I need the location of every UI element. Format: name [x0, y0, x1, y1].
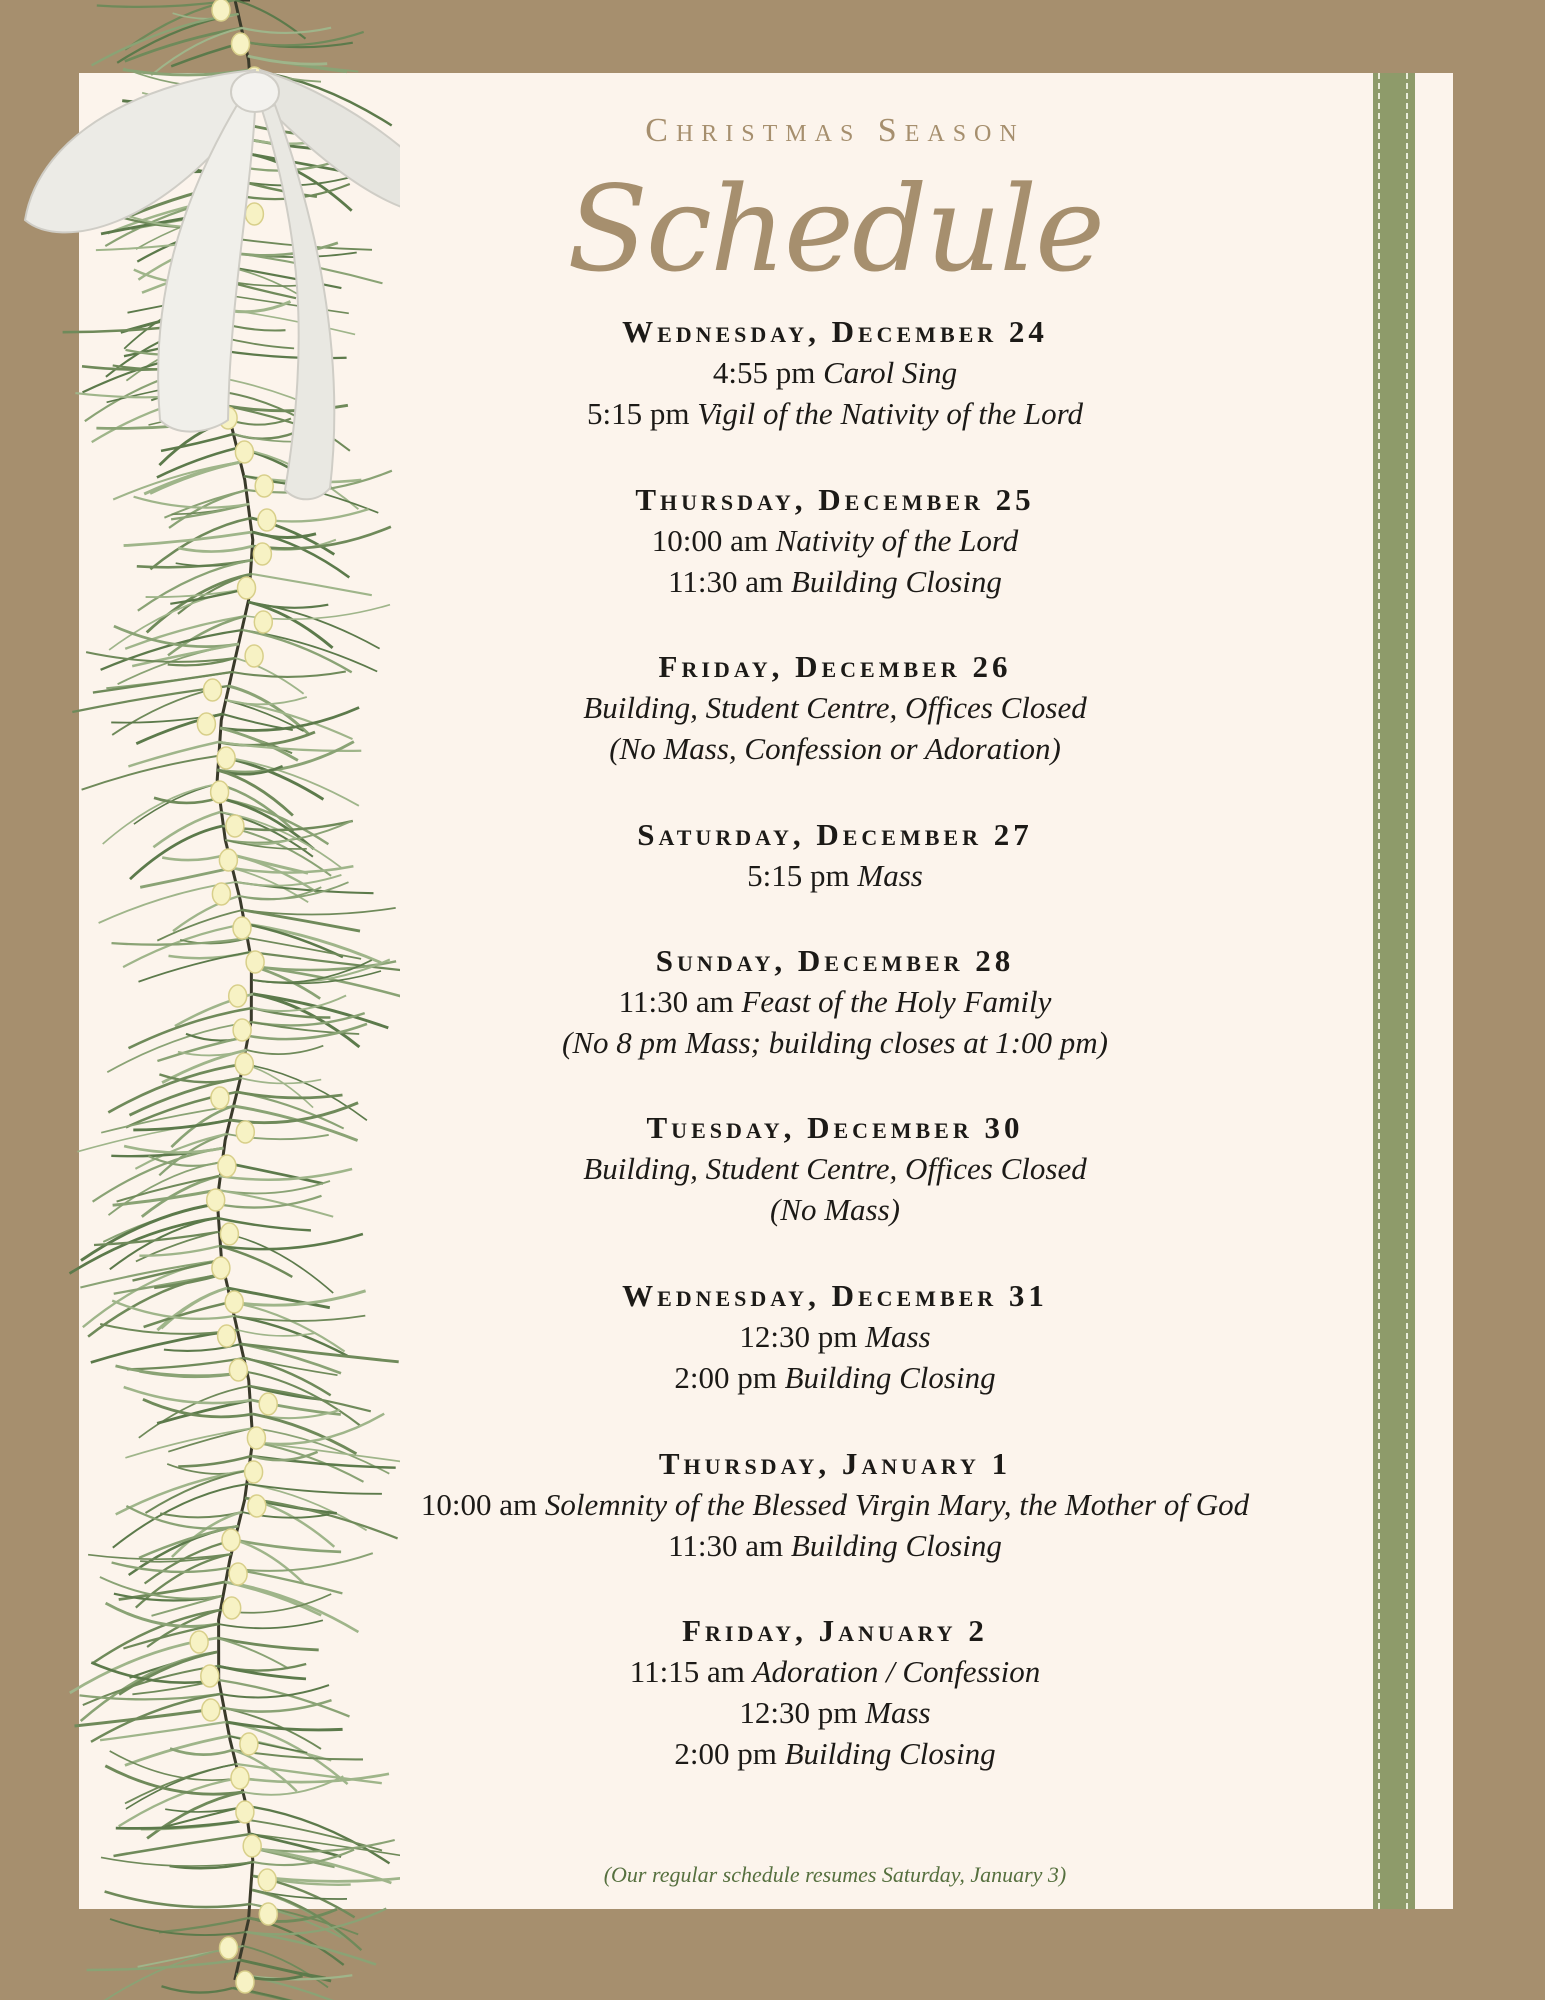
day-heading: Friday, December 26	[658, 649, 1012, 684]
event-time: 10:00 am	[651, 523, 768, 558]
string-light-bulb	[220, 1937, 238, 1959]
pine-branch	[151, 28, 242, 75]
schedule-day	[300, 480, 1370, 602]
event-time: 2:00 pm	[674, 1736, 777, 1771]
schedule-day	[300, 941, 1370, 1063]
event-time: 12:30 pm	[739, 1319, 858, 1354]
time-separator	[857, 1695, 865, 1730]
pine-branch	[217, 1638, 288, 1669]
pine-branch	[75, 1708, 224, 1726]
schedule-line	[300, 981, 1370, 1022]
schedule-day	[300, 1611, 1370, 1774]
pine-branch	[147, 574, 252, 632]
string-light-bulb	[235, 1053, 253, 1075]
event-description: (No Mass, Confession or Adoration)	[609, 731, 1061, 766]
time-separator	[537, 1487, 545, 1522]
pine-branch	[244, 1064, 313, 1108]
string-light-bulb	[233, 1019, 251, 1041]
pine-branch	[116, 1366, 248, 1376]
schedule-line	[300, 728, 1370, 769]
time-separator	[745, 1654, 753, 1689]
string-light-bulb	[212, 1257, 230, 1279]
time-separator	[815, 355, 823, 390]
string-light-bulb	[226, 815, 244, 837]
event-time: 2:00 pm	[674, 1360, 777, 1395]
pine-branch	[168, 1428, 253, 1452]
event-time: 11:30 am	[668, 1528, 784, 1563]
string-light-bulb	[259, 1393, 277, 1415]
schedule-day	[300, 647, 1370, 769]
pine-branch	[251, 1834, 341, 1857]
pine-branch	[178, 1456, 252, 1467]
pine-branch	[100, 1722, 226, 1740]
pine-branch	[100, 1324, 238, 1334]
page-title: Schedule	[567, 160, 1103, 298]
schedule-line	[300, 1022, 1370, 1063]
pine-branch	[170, 1749, 233, 1755]
event-description: (No 8 pm Mass; building closes at 1:00 pm)	[562, 1025, 1108, 1060]
string-light-bulb	[258, 509, 276, 531]
pine-branch	[147, 1792, 243, 1838]
schedule-line	[300, 1357, 1370, 1398]
schedule-day	[300, 312, 1370, 434]
pine-branch	[83, 1260, 222, 1327]
event-time: 4:55 pm	[712, 355, 816, 390]
string-light-bulb	[207, 1189, 225, 1211]
string-light-bulb	[218, 1325, 236, 1347]
pine-branch	[165, 1806, 246, 1812]
schedule-line	[300, 1316, 1370, 1357]
pine-branch	[126, 1764, 236, 1809]
string-light-bulb	[247, 1427, 265, 1449]
pine-branch	[114, 626, 239, 647]
schedule-day	[300, 1444, 1370, 1566]
schedule-line	[300, 1651, 1370, 1692]
string-light-bulb	[222, 1529, 240, 1551]
ribbon-stitch-left	[1378, 73, 1380, 1909]
pine-branch	[92, 14, 239, 65]
event-description: Nativity of the Lord	[775, 523, 1019, 558]
pine-branch	[159, 1918, 249, 1932]
string-light-bulb	[220, 1223, 238, 1245]
string-light-bulb	[229, 1359, 247, 1381]
string-light-bulb	[245, 203, 263, 225]
event-description: Carol Sing	[823, 355, 958, 390]
day-heading: Sunday, December 28	[655, 943, 1015, 978]
time-separator	[768, 523, 776, 558]
string-light-bulb	[245, 645, 263, 667]
string-light-bulb	[235, 441, 253, 463]
time-separator	[777, 1736, 785, 1771]
pine-branch	[246, 1932, 376, 1965]
event-description: Vigil of the Nativity of the Lord	[697, 396, 1083, 431]
string-light-bulb	[236, 1971, 254, 1993]
string-light-bulb	[223, 1597, 241, 1619]
string-light-bulb	[219, 849, 237, 871]
pine-branch	[129, 1526, 239, 1575]
day-heading: Thursday, December 25	[635, 482, 1035, 517]
day-heading: Thursday, January 1	[658, 1446, 1012, 1481]
pine-branch	[88, 1274, 224, 1337]
time-separator	[783, 564, 791, 599]
day-heading: Wednesday, December 31	[622, 1278, 1048, 1313]
pine-branch	[219, 1234, 363, 1249]
string-light-bulb	[229, 985, 247, 1007]
event-description: Mass	[857, 858, 923, 893]
event-time: 11:15 am	[629, 1654, 745, 1689]
event-description: Building, Student Centre, Offices Closed	[583, 690, 1087, 725]
string-light-bulb	[254, 611, 272, 633]
string-light-bulb	[232, 33, 250, 55]
event-description: Building, Student Centre, Offices Closed	[583, 1151, 1087, 1186]
string-light-bulb	[211, 1087, 229, 1109]
event-description: Solemnity of the Blessed Virgin Mary, the Mother of God	[544, 1487, 1250, 1522]
event-description: Mass	[865, 1319, 931, 1354]
event-description: Building Closing	[784, 1736, 996, 1771]
string-light-bulb	[211, 781, 229, 803]
pine-branch	[161, 434, 234, 451]
footer-note: (Our regular schedule resumes Saturday, January 3)	[603, 1862, 1067, 1887]
string-light-bulb	[240, 1733, 258, 1755]
schedule-line	[300, 352, 1370, 393]
pine-branch	[110, 1919, 246, 1935]
string-light-bulb	[202, 1699, 220, 1721]
event-description: Building Closing	[784, 1360, 996, 1395]
schedule-day	[300, 1276, 1370, 1398]
day-heading: Tuesday, December 30	[646, 1110, 1024, 1145]
string-light-bulb	[190, 1631, 208, 1653]
event-description: (No Mass)	[769, 1192, 901, 1227]
string-light-bulb	[236, 1121, 254, 1143]
pine-branch	[103, 784, 218, 844]
string-light-bulb	[204, 679, 222, 701]
pine-branch	[91, 1330, 238, 1362]
schedule-line	[300, 855, 1370, 896]
pine-branch	[252, 1840, 395, 1852]
pine-branch	[237, 1092, 343, 1098]
schedule-line	[300, 1189, 1370, 1230]
string-light-bulb	[236, 1801, 254, 1823]
string-light-bulb	[201, 1665, 219, 1687]
pine-branch	[101, 1857, 253, 1866]
event-time: 5:15 pm	[587, 396, 690, 431]
string-light-bulb	[238, 577, 256, 599]
string-light-bulb	[217, 747, 235, 769]
pine-branch	[157, 910, 242, 941]
schedule-line	[300, 1692, 1370, 1733]
string-light-bulb	[243, 1835, 261, 1857]
string-light-bulb	[225, 1291, 243, 1313]
string-light-bulb	[197, 713, 215, 735]
string-light-bulb	[245, 1461, 263, 1483]
schedule-line	[300, 1525, 1370, 1566]
pine-branch	[161, 1288, 227, 1329]
pine-branch	[146, 1470, 251, 1513]
event-description: Feast of the Holy Family	[741, 984, 1052, 1019]
pine-branch	[246, 1806, 389, 1863]
string-light-bulb	[218, 1155, 236, 1177]
event-time: 11:30 am	[668, 564, 784, 599]
time-separator	[783, 1528, 791, 1563]
schedule-line	[300, 1148, 1370, 1189]
schedule-line	[300, 561, 1370, 602]
pine-branch	[128, 742, 218, 766]
schedule-line	[300, 1733, 1370, 1774]
schedule-line	[300, 393, 1370, 434]
schedule-line	[300, 687, 1370, 728]
pine-branch	[114, 1834, 251, 1856]
string-light-bulb	[248, 1495, 266, 1517]
day-heading: Wednesday, December 24	[622, 314, 1048, 349]
pine-branch	[162, 854, 228, 860]
pine-branch	[150, 462, 241, 493]
ribbon-stitch-right	[1406, 73, 1408, 1909]
pine-branch	[162, 1986, 233, 1992]
event-description: Building Closing	[790, 1528, 1002, 1563]
string-light-bulb	[229, 1563, 247, 1585]
event-description: Building Closing	[790, 564, 1002, 599]
green-ribbon-decoration	[1373, 73, 1415, 1909]
pine-branch	[219, 1246, 292, 1277]
event-time: 11:30 am	[618, 984, 734, 1019]
string-light-bulb	[246, 951, 264, 973]
event-description: Mass	[865, 1695, 931, 1730]
day-heading: Friday, January 2	[682, 1613, 988, 1648]
string-light-bulb	[258, 1869, 276, 1891]
pine-branch	[178, 546, 253, 552]
event-time: 5:15 pm	[747, 858, 850, 893]
schedule-line	[300, 1484, 1370, 1525]
string-light-bulb	[259, 1903, 277, 1925]
pine-branch	[112, 1301, 234, 1319]
string-light-bulb	[212, 883, 230, 905]
day-heading: Saturday, December 27	[637, 817, 1033, 852]
schedule-day	[300, 815, 1370, 896]
event-time: 12:30 pm	[739, 1695, 858, 1730]
pine-branch	[124, 1146, 223, 1152]
schedule-day	[300, 1108, 1370, 1230]
string-light-bulb	[212, 0, 230, 21]
string-light-bulb	[233, 917, 251, 939]
pine-branch	[243, 1946, 328, 1987]
string-light-bulb	[253, 543, 271, 565]
pine-branch	[242, 28, 331, 33]
season-kicker: Christmas Season	[645, 112, 1025, 149]
string-light-bulb	[231, 1767, 249, 1789]
string-light-bulb	[255, 475, 273, 497]
event-description: Adoration / Confession	[752, 1654, 1041, 1689]
pine-branch	[127, 1358, 244, 1369]
schedule-line	[300, 520, 1370, 561]
time-separator	[777, 1360, 785, 1395]
event-time: 10:00 am	[420, 1487, 538, 1522]
time-separator	[857, 1319, 865, 1354]
pine-branch	[105, 1892, 251, 1908]
pine-branch	[130, 826, 223, 879]
